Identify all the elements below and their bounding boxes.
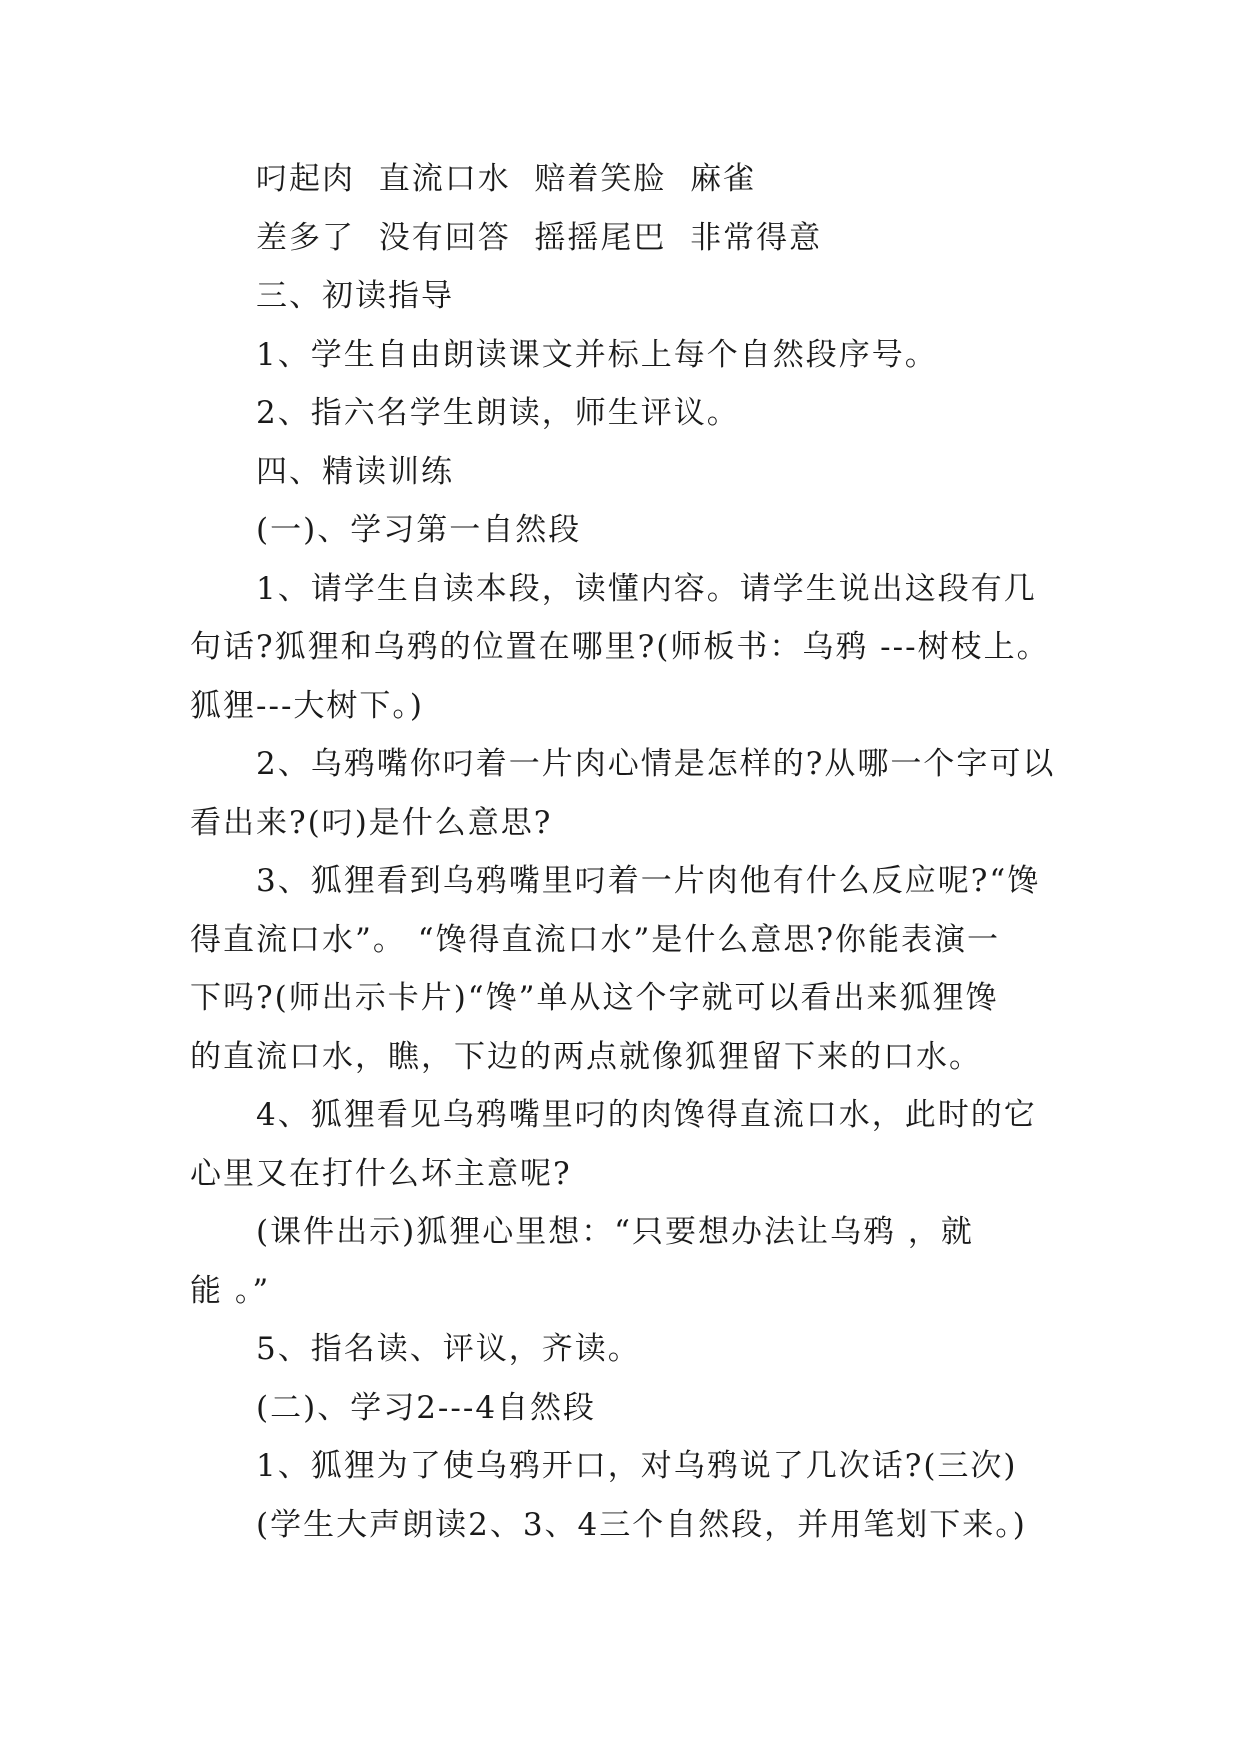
text-line: 3、狐狸看到乌鸦嘴里叼着一片肉他有什么反应呢?“馋 — [256, 863, 1041, 899]
subsection-heading: (二)、学习2---4自然段 — [256, 1389, 597, 1426]
text-line: 看出来?(叼)是什么意思? — [190, 804, 553, 841]
text-line: 狐狸---大树下。) — [190, 687, 425, 724]
text-line: 4、狐狸看见乌鸦嘴里叼的肉馋得直流口水，此时的它 — [256, 1097, 1037, 1133]
text-line: 的直流口水，瞧，下边的两点就像狐狸留下来的口水。 — [190, 1038, 982, 1075]
text-line: 句话?狐狸和乌鸦的位置在哪里?(师板书：乌鸦 ---树枝上。 — [190, 629, 1050, 665]
text-line: 差多了 没有回答 摇摇尾巴 非常得意 — [256, 219, 823, 256]
text-line: 能 。” — [190, 1272, 271, 1309]
text-line: (课件出示)狐狸心里想：“只要想办法让乌鸦 ，就 — [256, 1214, 974, 1250]
document-page — [190, 150, 1070, 1554]
text-line: 2、指六名学生朗读，师生评议。 — [256, 395, 740, 431]
text-line: 心里又在打什么坏主意呢? — [190, 1155, 572, 1192]
text-line: 叼起肉 直流口水 赔着笑脸 麻雀 — [256, 161, 757, 197]
text-line: 5、指名读、评议，齐读。 — [256, 1331, 641, 1367]
text-line: 得直流口水”。 “馋得直流口水”是什么意思?你能表演一 — [190, 921, 1001, 958]
text-line: (学生大声朗读2、3、4三个自然段，并用笔划下来。) — [256, 1506, 1027, 1543]
section-heading: 三、初读指导 — [256, 278, 454, 314]
text-line: 2、乌鸦嘴你叼着一片肉心情是怎样的?从哪一个字可以 — [256, 746, 1056, 782]
text-line: 1、请学生自读本段，读懂内容。请学生说出这段有几 — [256, 570, 1037, 607]
subsection-heading: (一)、学习第一自然段 — [256, 512, 582, 548]
text-line: 1、狐狸为了使乌鸦开口，对乌鸦说了几次话?(三次) — [256, 1448, 1018, 1484]
text-line: 1、学生自由朗读课文并标上每个自然段序号。 — [256, 336, 938, 373]
text-line: 下吗?(师出示卡片)“馋”单从这个字就可以看出来狐狸馋 — [190, 980, 999, 1016]
section-heading: 四、精读训练 — [256, 453, 454, 490]
